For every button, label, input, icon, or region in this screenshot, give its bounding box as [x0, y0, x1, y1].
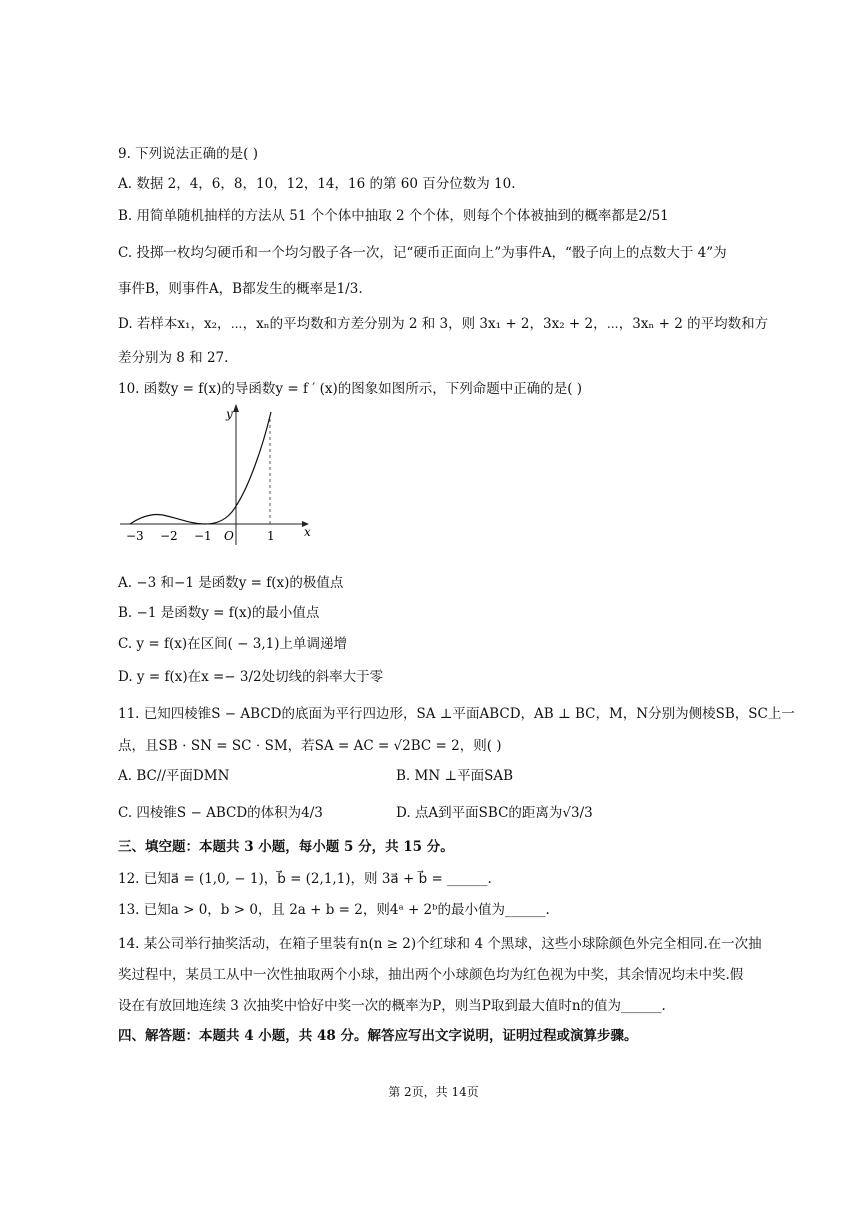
q11-stem-line1: 11. 已知四棱锥S − ABCD的底面为平行四边形，SA ⊥平面ABCD，AB ⊥ BC，M，N分别为侧棱SB，SC上一 — [118, 706, 795, 722]
q9-option-a: A. 数据 2，4，6，8，10，12，14，16 的第 60 百分位数为 10. — [118, 176, 516, 192]
origin-label: O — [224, 529, 234, 543]
section-4-heading: 四、解答题：本题共 4 小题，共 48 分。解答应写出文字说明，证明过程或演算步骤。 — [118, 1028, 638, 1044]
q9-option-c-line2: 事件B，则事件A，B都发生的概率是1/3. — [118, 281, 363, 297]
q10-option-d: D. y = f(x)在x =− 3/2处切线的斜率大于零 — [118, 669, 384, 685]
q11-option-d: D. 点A到平面SBC的距离为√3/3 — [396, 805, 593, 821]
q14-line2: 奖过程中，某员工从中一次性抽取两个小球，抽出两个小球颜色均为红色视为中奖，其余情况均未中奖.假 — [118, 967, 744, 983]
y-axis-arrow — [233, 404, 239, 412]
derivative-graph — [112, 400, 322, 550]
section-3-heading: 三、填空题：本题共 3 小题，每小题 5 分，共 15 分。 — [118, 839, 454, 855]
tick-label-neg2: −2 — [160, 529, 178, 543]
q10-stem: 10. 函数y = f(x)的导函数y = f ′ (x)的图象如图所示，下列命题中正确的是( ) — [118, 381, 583, 397]
q10-option-c: C. y = f(x)在区间( − 3,1)上单调递增 — [118, 636, 347, 652]
y-axis-label: y — [226, 407, 233, 421]
q11-option-c: C. 四棱锥S − ABCD的体积为4/3 — [118, 805, 323, 821]
q14-line3: 设在有放回地连续 3 次抽奖中恰好中奖一次的概率为P，则当P取到最大值时n的值为______. — [118, 998, 666, 1014]
q10-option-a: A. −3 和−1 是函数y = f(x)的极值点 — [118, 575, 344, 591]
page-footer: 第 2页，共 14页 — [388, 1085, 479, 1099]
q11-option-a: A. BC//平面DMN — [118, 768, 230, 784]
q9-option-c-line1: C. 投掷一枚均匀硬币和一个均匀骰子各一次，记“硬币正面向上”为事件A，“骰子向上的点数大于 4”为 — [118, 245, 727, 261]
q11-stem-line2: 点，且SB ⋅ SN = SC ⋅ SM，若SA = AC = √2BC = 2，则( ) — [118, 738, 502, 754]
q9-option-d-line2: 差分别为 8 和 27. — [118, 350, 229, 366]
q11-option-b: B. MN ⊥平面SAB — [396, 768, 514, 784]
q10-option-b: B. −1 是函数y = f(x)的最小值点 — [118, 605, 320, 621]
q9-option-b: B. 用简单随机抽样的方法从 51 个个体中抽取 2 个个体，则每个个体被抽到的概率都是2/51 — [118, 208, 669, 224]
q9-stem: 9. 下列说法正确的是( ) — [118, 146, 258, 162]
derivative-curve — [130, 412, 271, 524]
q14-line1: 14. 某公司举行抽奖活动，在箱子里装有n(n ≥ 2)个红球和 4 个黑球，这些小球除颜色外完全相同.在一次抽 — [118, 936, 762, 952]
tick-label-1: 1 — [267, 529, 275, 543]
q13: 13. 已知a > 0，b > 0，且 2a + b = 2，则4ᵃ + 2ᵇ的最小值为______. — [118, 902, 550, 918]
tick-label-neg1: −1 — [194, 529, 212, 543]
x-axis-label: x — [304, 525, 311, 539]
q12: 12. 已知a⃗ = (1,0, − 1)，b⃗ = (2,1,1)，则 3a⃗ + b⃗ = ______. — [118, 871, 492, 887]
tick-label-neg3: −3 — [126, 529, 144, 543]
q9-option-d-line1: D. 若样本x₁，x₂，⋯，xₙ的平均数和方差分别为 2 和 3，则 3x₁ + 2，3x₂ + 2，⋯，3xₙ + 2 的平均数和方 — [118, 316, 769, 332]
